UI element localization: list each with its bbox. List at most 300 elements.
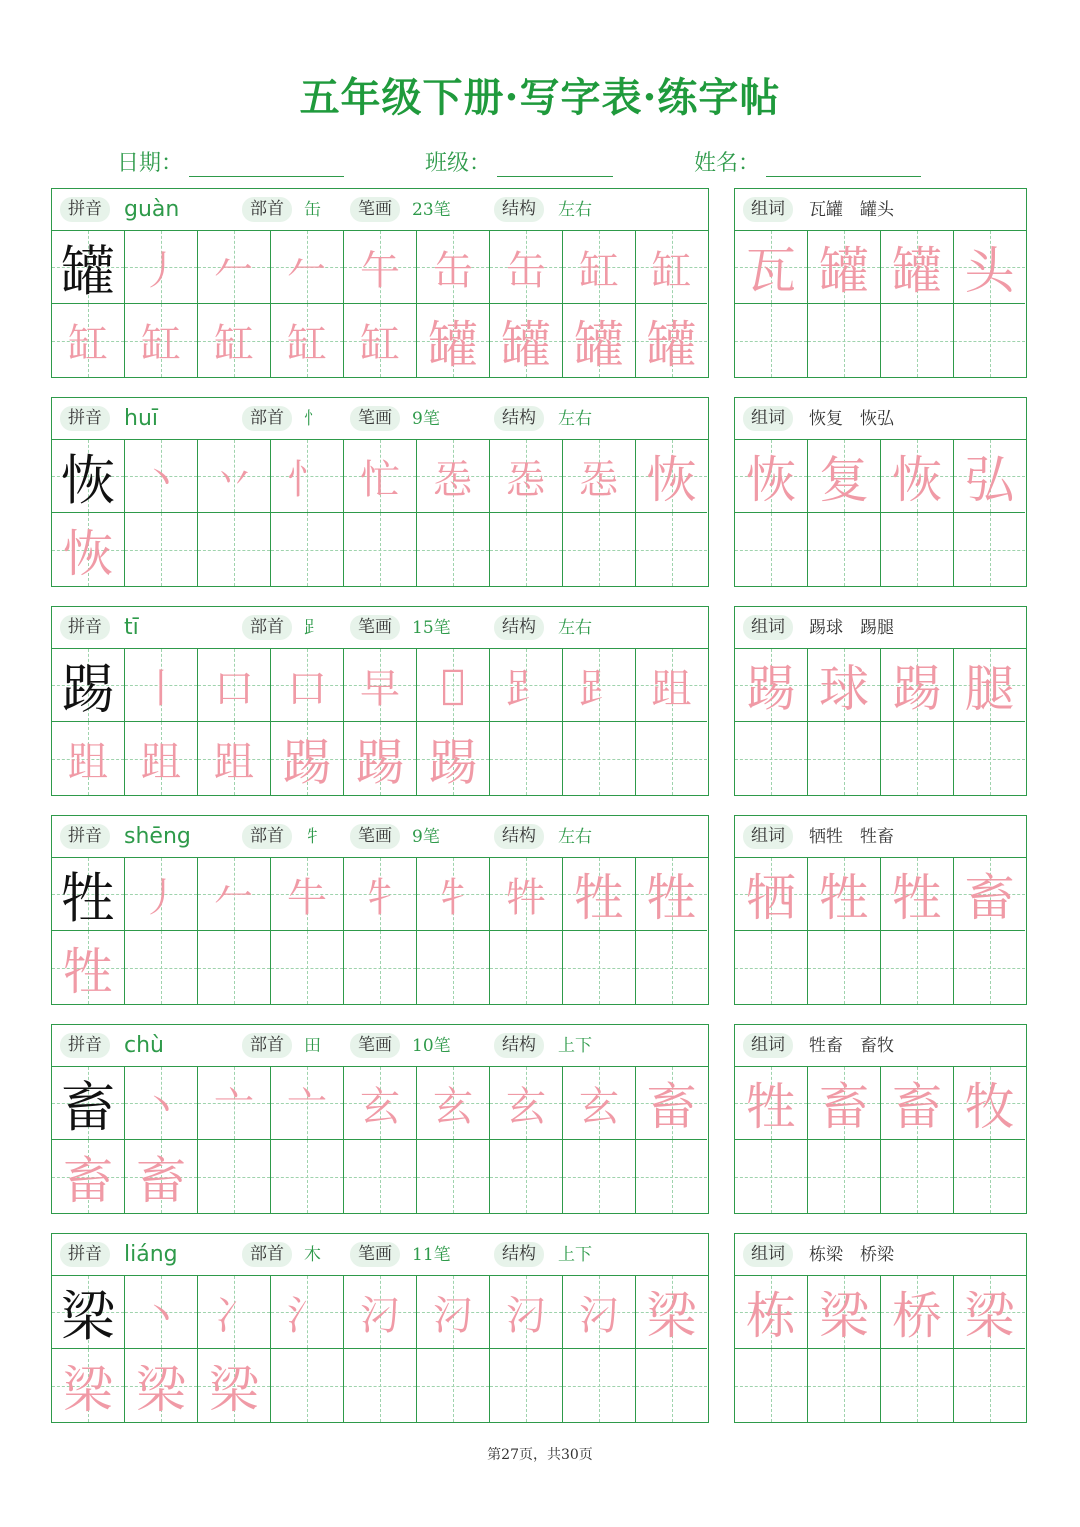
practice-cell[interactable] — [417, 931, 490, 1004]
practice-cell[interactable] — [198, 513, 271, 586]
practice-cell[interactable] — [198, 1067, 271, 1140]
practice-cell[interactable] — [563, 1140, 636, 1213]
words-grid — [735, 1276, 1026, 1422]
word-cell[interactable] — [735, 722, 808, 795]
stroke-order-step: 牜 — [433, 874, 473, 921]
word-cell[interactable] — [735, 440, 808, 513]
word-trace-character: 牲 — [892, 869, 942, 927]
radical-tag: 部首 — [242, 615, 292, 640]
word-trace-character: 踢 — [892, 660, 942, 718]
word-trace-character: 牺 — [746, 869, 796, 927]
words-tag: 组词 — [743, 197, 793, 222]
practice-cell[interactable] — [344, 440, 417, 513]
practice-cell[interactable] — [417, 1067, 490, 1140]
word-cell[interactable] — [881, 858, 954, 931]
word-cell[interactable] — [954, 440, 1025, 513]
word-trace-character: 牲 — [746, 1078, 796, 1136]
pinyin-tag: 拼音 — [60, 824, 110, 849]
strokes-tag: 笔画 — [350, 1242, 400, 1267]
practice-cell[interactable] — [52, 1349, 125, 1422]
word-trace-character: 牧 — [964, 1078, 1015, 1136]
strokes-value: 9笔 — [412, 409, 440, 429]
stroke-order-step: 踢 — [355, 733, 405, 792]
practice-cell[interactable] — [490, 649, 563, 722]
practice-cell[interactable] — [563, 722, 636, 795]
radical-value: 牜 — [304, 827, 321, 847]
structure-tag: 结构 — [494, 406, 544, 431]
word-cell[interactable] — [808, 858, 881, 931]
practice-cell[interactable] — [125, 931, 198, 1004]
pinyin-tag: 拼音 — [60, 1033, 110, 1058]
practice-cell[interactable] — [563, 304, 636, 377]
practice-cell[interactable] — [417, 722, 490, 795]
practice-cell[interactable] — [344, 1140, 417, 1213]
stroke-order-step: 玄 — [579, 1083, 619, 1130]
practice-grid — [52, 440, 708, 586]
words-value: 栋梁 桥梁 — [809, 1245, 894, 1265]
model-character: 踢 — [61, 657, 115, 721]
model-character: 牲 — [61, 866, 115, 930]
practice-cell[interactable] — [636, 304, 707, 377]
stroke-order-step: 氵 — [287, 1292, 327, 1339]
practice-cell[interactable] — [636, 1067, 707, 1140]
word-cell[interactable] — [735, 1067, 808, 1140]
word-trace-character: 牲 — [819, 869, 869, 927]
word-cell[interactable] — [954, 513, 1025, 586]
word-cell[interactable] — [881, 649, 954, 722]
practice-cell[interactable] — [52, 440, 125, 513]
pinyin-tag: 拼音 — [60, 197, 110, 222]
word-cell[interactable] — [954, 931, 1025, 1004]
word-cell[interactable] — [954, 231, 1025, 304]
practice-cell[interactable] — [490, 1067, 563, 1140]
char-info-header — [52, 189, 708, 231]
word-trace-character: 梁 — [819, 1287, 869, 1345]
practice-cell[interactable] — [490, 1349, 563, 1422]
practice-cell[interactable] — [344, 1349, 417, 1422]
structure-tag: 结构 — [494, 1033, 544, 1058]
stroke-order-step: 丿 — [141, 874, 181, 921]
practice-cell[interactable] — [198, 1276, 271, 1349]
word-trace-character: 瓦 — [746, 242, 796, 300]
structure-tag: 结构 — [494, 1242, 544, 1267]
practice-cell[interactable] — [52, 1067, 125, 1140]
practice-cell[interactable] — [636, 1349, 707, 1422]
model-character: 恢 — [61, 448, 115, 512]
practice-cell[interactable] — [636, 513, 707, 586]
char-info-header — [52, 816, 708, 858]
stroke-order-step: 㤅 — [579, 456, 619, 503]
word-cell[interactable] — [735, 931, 808, 1004]
words-header — [735, 607, 1026, 649]
practice-cell[interactable] — [271, 649, 344, 722]
practice-cell[interactable] — [636, 858, 707, 931]
word-cell[interactable] — [881, 231, 954, 304]
practice-cell[interactable] — [344, 513, 417, 586]
practice-cell[interactable] — [563, 1349, 636, 1422]
words-tag: 组词 — [743, 1033, 793, 1058]
practice-cell[interactable] — [563, 931, 636, 1004]
radical-tag: 部首 — [242, 824, 292, 849]
practice-cell[interactable] — [563, 231, 636, 304]
practice-cell[interactable] — [271, 304, 344, 377]
practice-block — [51, 1233, 1027, 1423]
stroke-order-step: 汈 — [433, 1292, 473, 1339]
practice-cell[interactable] — [52, 304, 125, 377]
practice-cell[interactable] — [125, 1067, 198, 1140]
word-cell[interactable] — [881, 1067, 954, 1140]
practice-cell[interactable] — [563, 513, 636, 586]
practice-cell[interactable] — [125, 513, 198, 586]
practice-cell[interactable] — [344, 304, 417, 377]
strokes-value: 11笔 — [412, 1245, 451, 1265]
word-cell[interactable] — [881, 1276, 954, 1349]
practice-cell[interactable] — [344, 1067, 417, 1140]
model-character: 梁 — [61, 1284, 115, 1348]
practice-cell[interactable] — [271, 858, 344, 931]
practice-cell[interactable] — [636, 1140, 707, 1213]
word-cell[interactable] — [881, 304, 954, 377]
practice-cell[interactable] — [490, 440, 563, 513]
stroke-order-step: 汈 — [360, 1292, 400, 1339]
radical-value: 田 — [304, 1036, 321, 1056]
char-info-header — [52, 1234, 708, 1276]
word-trace-character: 头 — [964, 242, 1015, 300]
practice-cell[interactable] — [563, 1276, 636, 1349]
strokes-value: 10笔 — [412, 1036, 451, 1056]
practice-cell[interactable] — [198, 1349, 271, 1422]
word-cell[interactable] — [735, 513, 808, 586]
word-trace-character: 罐 — [892, 242, 942, 300]
practice-block — [51, 606, 1027, 796]
stroke-order-step: 亠 — [214, 1083, 254, 1130]
char-practice-panel — [51, 1233, 709, 1423]
practice-cell[interactable] — [490, 231, 563, 304]
stroke-order-step: 牲 — [574, 869, 624, 927]
stroke-order-step: 𧾷 — [579, 665, 619, 712]
stroke-order-step: 缸 — [579, 247, 619, 294]
practice-cell[interactable] — [198, 231, 271, 304]
word-cell[interactable] — [954, 1276, 1025, 1349]
practice-cell[interactable] — [563, 440, 636, 513]
char-info-header — [52, 607, 708, 649]
practice-block — [51, 815, 1027, 1005]
practice-cell[interactable] — [198, 931, 271, 1004]
word-cell[interactable] — [954, 1140, 1025, 1213]
practice-cell[interactable] — [417, 1140, 490, 1213]
stroke-order-step: 丨 — [141, 665, 181, 712]
word-trace-character: 腿 — [964, 660, 1015, 718]
practice-cell[interactable] — [271, 440, 344, 513]
word-cell[interactable] — [954, 722, 1025, 795]
word-cell[interactable] — [954, 304, 1025, 377]
practice-cell[interactable] — [271, 1067, 344, 1140]
practice-cell[interactable] — [198, 440, 271, 513]
word-trace-character: 踢 — [746, 660, 796, 718]
practice-cell[interactable] — [490, 931, 563, 1004]
practice-cell[interactable] — [271, 1349, 344, 1422]
practice-cell[interactable] — [490, 722, 563, 795]
practice-cell[interactable] — [271, 231, 344, 304]
word-cell[interactable] — [735, 649, 808, 722]
name-label: 姓名： — [694, 151, 761, 176]
words-panel — [734, 397, 1027, 587]
stroke-order-step: 梁 — [646, 1287, 697, 1345]
practice-cell[interactable] — [417, 513, 490, 586]
practice-cell[interactable] — [563, 1067, 636, 1140]
word-cell[interactable] — [808, 1067, 881, 1140]
practice-cell[interactable] — [125, 649, 198, 722]
stroke-order-step: 玄 — [360, 1083, 400, 1130]
practice-cell[interactable] — [417, 858, 490, 931]
word-trace-character: 栋 — [746, 1287, 796, 1345]
practice-cell[interactable] — [636, 649, 707, 722]
stroke-order-step: 梁 — [136, 1360, 186, 1419]
word-trace-character: 恢 — [892, 451, 942, 509]
stroke-order-step: 丿 — [141, 247, 181, 294]
char-practice-panel — [51, 1024, 709, 1214]
stroke-order-step: 踢 — [282, 733, 332, 792]
practice-cell[interactable] — [52, 513, 125, 586]
stroke-order-step: 畜 — [646, 1078, 697, 1136]
strokes-value: 23笔 — [412, 200, 451, 220]
radical-tag: 部首 — [242, 1033, 292, 1058]
stroke-order-step: 𠂉 — [214, 874, 254, 921]
practice-cell[interactable] — [417, 1276, 490, 1349]
structure-value: 上下 — [558, 1245, 592, 1265]
practice-cell[interactable] — [344, 722, 417, 795]
char-practice-panel — [51, 606, 709, 796]
stroke-order-step: 缸 — [287, 321, 327, 367]
date-line — [189, 150, 344, 177]
char-practice-panel — [51, 815, 709, 1005]
stroke-order-step: 罐 — [501, 315, 551, 374]
practice-cell[interactable] — [52, 1276, 125, 1349]
word-cell[interactable] — [808, 440, 881, 513]
practice-cell[interactable] — [52, 931, 125, 1004]
practice-cell[interactable] — [52, 231, 125, 304]
words-header — [735, 1025, 1026, 1067]
word-cell[interactable] — [808, 1349, 881, 1422]
date-label: 日期： — [117, 151, 184, 176]
word-cell[interactable] — [881, 722, 954, 795]
practice-cell[interactable] — [490, 513, 563, 586]
stroke-order-step: 牜 — [360, 874, 400, 921]
stroke-order-step: 梁 — [209, 1360, 259, 1419]
practice-cell[interactable] — [490, 1276, 563, 1349]
pinyin-value: tī — [124, 615, 139, 640]
word-trace-character: 球 — [819, 660, 869, 718]
words-value: 恢复 恢弘 — [809, 409, 894, 429]
word-cell[interactable] — [881, 1349, 954, 1422]
stroke-order-step: 牪 — [506, 874, 546, 921]
word-cell[interactable] — [881, 931, 954, 1004]
stroke-order-step: 忄 — [287, 456, 327, 503]
date-field[interactable] — [117, 146, 344, 180]
practice-cell[interactable] — [198, 722, 271, 795]
practice-cell[interactable] — [125, 722, 198, 795]
practice-cell[interactable] — [271, 722, 344, 795]
practice-grid — [52, 1067, 708, 1213]
words-panel — [734, 606, 1027, 796]
stroke-order-step: 跙 — [214, 739, 254, 785]
stroke-order-step: 畜 — [136, 1151, 186, 1210]
stroke-order-step: 丷 — [214, 456, 254, 503]
practice-cell[interactable] — [271, 1276, 344, 1349]
practice-cell[interactable] — [271, 513, 344, 586]
practice-cell[interactable] — [125, 858, 198, 931]
words-grid — [735, 858, 1026, 1004]
practice-cell[interactable] — [563, 858, 636, 931]
practice-cell[interactable] — [125, 1349, 198, 1422]
words-value: 踢球 踢腿 — [809, 618, 894, 638]
pinyin-value: shēng — [124, 824, 191, 849]
stroke-order-step: 罐 — [574, 315, 624, 374]
practice-cell[interactable] — [417, 304, 490, 377]
practice-cell[interactable] — [636, 440, 707, 513]
word-cell[interactable] — [808, 1276, 881, 1349]
stroke-order-step: 午 — [360, 247, 400, 294]
word-cell[interactable] — [735, 1349, 808, 1422]
class-field[interactable] — [425, 146, 613, 180]
words-tag: 组词 — [743, 1242, 793, 1267]
practice-cell[interactable] — [490, 1140, 563, 1213]
practice-cell[interactable] — [125, 1276, 198, 1349]
stroke-order-step: 𠂉 — [287, 247, 327, 294]
practice-cell[interactable] — [125, 304, 198, 377]
word-cell[interactable] — [954, 858, 1025, 931]
word-cell[interactable] — [735, 1140, 808, 1213]
word-cell[interactable] — [808, 1140, 881, 1213]
stroke-order-step: 畜 — [63, 1151, 113, 1210]
practice-cell[interactable] — [344, 931, 417, 1004]
stroke-order-step: 口 — [287, 665, 327, 712]
practice-cell[interactable] — [52, 722, 125, 795]
stroke-order-step: 缶 — [506, 247, 546, 294]
stroke-order-step: 缸 — [141, 321, 181, 367]
practice-block — [51, 1024, 1027, 1214]
practice-cell[interactable] — [344, 649, 417, 722]
practice-cell[interactable] — [344, 858, 417, 931]
word-cell[interactable] — [808, 513, 881, 586]
class-label: 班级： — [425, 151, 492, 176]
char-info-header — [52, 1025, 708, 1067]
stroke-order-step: 丶 — [141, 1083, 181, 1130]
word-cell[interactable] — [735, 1276, 808, 1349]
word-cell[interactable] — [735, 858, 808, 931]
word-cell[interactable] — [808, 722, 881, 795]
practice-cell[interactable] — [417, 440, 490, 513]
stroke-order-step: 踢 — [428, 733, 478, 792]
word-cell[interactable] — [808, 649, 881, 722]
practice-cell[interactable] — [125, 440, 198, 513]
word-cell[interactable] — [808, 931, 881, 1004]
word-cell[interactable] — [954, 1067, 1025, 1140]
words-tag: 组词 — [743, 824, 793, 849]
practice-cell[interactable] — [198, 1140, 271, 1213]
practice-cell[interactable] — [490, 858, 563, 931]
stroke-order-step: 牲 — [646, 869, 697, 927]
stroke-order-step: 缶 — [433, 247, 473, 294]
practice-grid — [52, 649, 708, 795]
practice-cell[interactable] — [52, 1140, 125, 1213]
structure-tag: 结构 — [494, 824, 544, 849]
words-value: 瓦罐 罐头 — [809, 200, 894, 220]
word-cell[interactable] — [954, 649, 1025, 722]
practice-cell[interactable] — [417, 231, 490, 304]
practice-cell[interactable] — [636, 231, 707, 304]
words-header — [735, 816, 1026, 858]
stroke-order-step: 玄 — [433, 1083, 473, 1130]
stroke-order-step: 缸 — [360, 321, 400, 367]
practice-cell[interactable] — [198, 858, 271, 931]
word-cell[interactable] — [735, 231, 808, 304]
practice-grid — [52, 858, 708, 1004]
stroke-order-step: 梁 — [63, 1360, 113, 1419]
words-grid — [735, 1067, 1026, 1213]
practice-cell[interactable] — [52, 649, 125, 722]
practice-cell[interactable] — [417, 1349, 490, 1422]
strokes-tag: 笔画 — [350, 615, 400, 640]
stroke-order-step: 𠂉 — [214, 247, 254, 294]
word-trace-character: 畜 — [964, 869, 1015, 927]
words-header — [735, 189, 1026, 231]
practice-cell[interactable] — [52, 858, 125, 931]
practice-cell[interactable] — [271, 1140, 344, 1213]
words-header — [735, 398, 1026, 440]
practice-block — [51, 397, 1027, 587]
words-header — [735, 1234, 1026, 1276]
practice-cell[interactable] — [271, 931, 344, 1004]
practice-cell[interactable] — [490, 304, 563, 377]
practice-grid — [52, 1276, 708, 1422]
stroke-order-step: 牲 — [63, 942, 113, 1001]
word-cell[interactable] — [808, 231, 881, 304]
practice-cell[interactable] — [344, 231, 417, 304]
practice-cell[interactable] — [636, 722, 707, 795]
word-cell[interactable] — [881, 440, 954, 513]
practice-cell[interactable] — [125, 1140, 198, 1213]
name-field[interactable] — [694, 146, 921, 180]
practice-cell[interactable] — [198, 304, 271, 377]
practice-cell[interactable] — [417, 649, 490, 722]
word-cell[interactable] — [881, 1140, 954, 1213]
practice-cell[interactable] — [636, 931, 707, 1004]
words-panel — [734, 188, 1027, 378]
words-panel — [734, 815, 1027, 1005]
stroke-order-step: 缸 — [68, 321, 108, 367]
practice-cell[interactable] — [125, 231, 198, 304]
word-cell[interactable] — [735, 304, 808, 377]
word-cell[interactable] — [881, 513, 954, 586]
practice-cell[interactable] — [563, 649, 636, 722]
page-footer: 第27页，共30页 — [487, 1447, 593, 1463]
words-panel — [734, 1024, 1027, 1214]
words-grid — [735, 231, 1026, 377]
word-cell[interactable] — [808, 304, 881, 377]
stroke-order-step: 汈 — [506, 1292, 546, 1339]
word-cell[interactable] — [954, 1349, 1025, 1422]
practice-cell[interactable] — [636, 1276, 707, 1349]
strokes-tag: 笔画 — [350, 824, 400, 849]
stroke-order-step: 罐 — [646, 315, 697, 374]
practice-cell[interactable] — [198, 649, 271, 722]
radical-tag: 部首 — [242, 197, 292, 222]
structure-value: 上下 — [558, 1036, 592, 1056]
stroke-order-step: 恢 — [63, 524, 113, 583]
practice-cell[interactable] — [344, 1276, 417, 1349]
words-value: 牲畜 畜牧 — [809, 1036, 894, 1056]
